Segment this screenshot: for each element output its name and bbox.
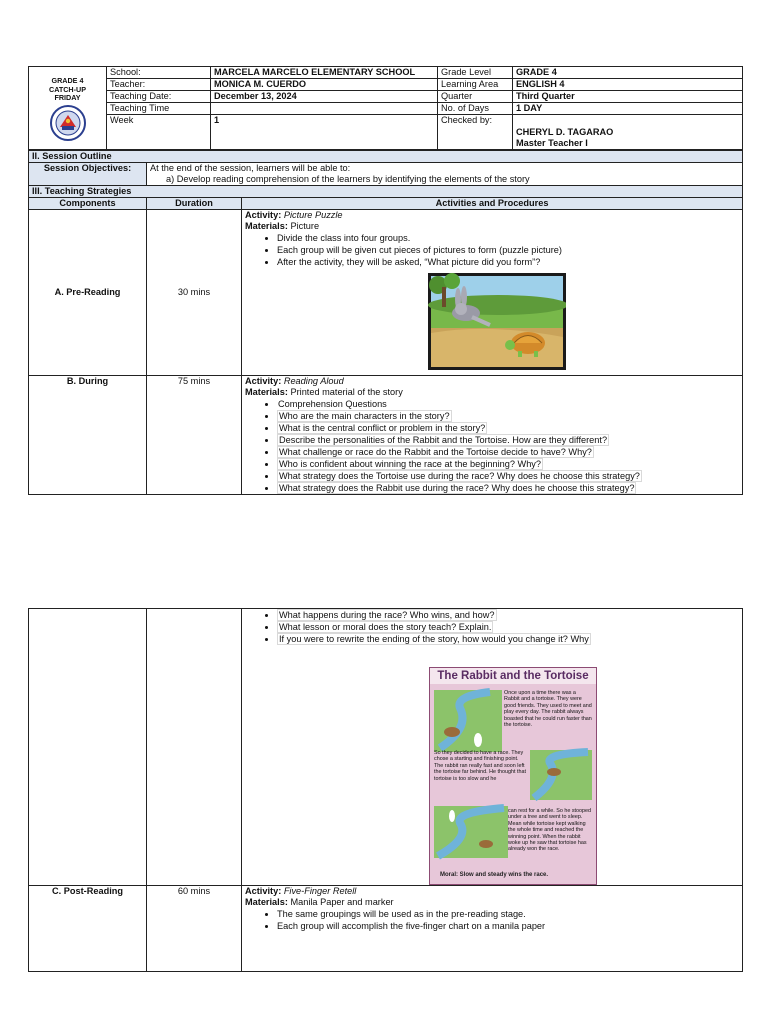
checked-label: Checked by: (438, 115, 513, 150)
list-item: • What strategy does the Tortoise use during the race? Why does he choose this strategy? (277, 470, 739, 482)
list-item: • Divide the class into four groups. (277, 232, 739, 244)
pre-reading-materials (245, 221, 739, 232)
objectives-intro: At the end of the session, learners will be able to: (150, 163, 351, 173)
activity-value: Reading Aloud (283, 376, 344, 386)
story-paragraph-2: So they decided to have a race. They chose a starting and finishing point. The rabbit ran really fast and soon left the tortoise far behind. He thought that tortoise is too slow and he (434, 750, 527, 782)
col-duration: Duration (147, 198, 242, 210)
grade-level-value: GRADE 4 (513, 67, 743, 79)
date-label: Teaching Date: (107, 91, 211, 103)
pre-reading-duration: 30 mins (147, 210, 242, 376)
pre-reading-activity (245, 210, 739, 221)
lesson-plan-page-2 (28, 608, 742, 972)
list-item: • Who are the main characters in the story? (277, 410, 739, 422)
list-item: • Who is confident about winning the race at the beginning? Why? (277, 458, 739, 470)
rabbit-tortoise-picture (428, 273, 566, 370)
materials-label: Materials: (245, 897, 288, 907)
checker-title: Master Teacher I (516, 138, 588, 148)
during-questions (245, 398, 739, 494)
checker-name: CHERYL D. TAGARAO (516, 127, 614, 137)
list-item: • What challenge or race do the Rabbit and the Tortoise decide to have? Why? (277, 446, 739, 458)
header-table (28, 66, 743, 150)
story-moral: Moral: Slow and steady wins the race. (440, 872, 549, 878)
during-questions-cont (245, 609, 739, 645)
date-value: December 13, 2024 (211, 91, 438, 103)
list-item: • What strategy does the Rabbit use during the race? Why does he choose this strategy? (277, 482, 739, 494)
teaching-strategies-heading: III. Teaching Strategies (29, 186, 743, 198)
grade-level-label: Grade Level (438, 67, 513, 79)
checker-block (513, 115, 743, 150)
learning-area-value: ENGLISH 4 (513, 79, 743, 91)
post-reading-activities (242, 886, 743, 972)
objective-a: a) Develop reading comprehension of the learners by identifying the elements of the story (166, 174, 530, 184)
activity-label: Activity: (245, 210, 282, 220)
time-label: Teaching Time (107, 103, 211, 115)
col-activities: Activities and Procedures (242, 198, 743, 210)
deped-seal-logo (48, 105, 88, 145)
during-activities (242, 376, 743, 495)
during-duration: 75 mins (147, 376, 242, 495)
week-value: 1 (211, 115, 438, 150)
objectives-label: Session Objectives: (29, 163, 147, 186)
col-components: Components (29, 198, 147, 210)
story-title: The Rabbit and the Tortoise (430, 668, 596, 684)
materials-value: Picture (290, 221, 320, 231)
teacher-value: MONICA M. CUERDO (211, 79, 438, 91)
materials-value: Manila Paper and marker (290, 897, 394, 907)
lesson-plan-page-1 (28, 66, 742, 495)
materials-label: Materials: (245, 387, 288, 397)
post-reading-component: C. Post-Reading (29, 886, 147, 972)
activity-value: Five-Finger Retell (283, 886, 357, 896)
list-item: • Each group will accomplish the five-finger chart on a manila paper (277, 920, 739, 932)
days-value: 1 DAY (513, 103, 743, 115)
session-outline-heading: II. Session Outline (29, 151, 743, 163)
grade-block-line2: CATCH-UP (49, 84, 86, 94)
pre-reading-component: A. Pre-Reading (29, 210, 147, 376)
list-item: • Describe the personalities of the Rabbit and the Tortoise. How are they different? (277, 434, 739, 446)
pre-reading-steps (245, 232, 739, 268)
story-paragraph-3: can rest for a while. So he stooped under a tree and went to sleep. Mean while tortoise kept walking the whole time and reached the winning point. When the rabbit woke up he saw that tortoise has already won the race. (508, 808, 592, 853)
story-printout (429, 667, 597, 885)
list-item: • After the activity, they will be asked, “What picture did you form”? (277, 256, 739, 268)
list-item: • What is the central conflict or problem in the story? (277, 422, 739, 434)
list-item: • Each group will be given cut pieces of pictures to form (puzzle picture) (277, 244, 739, 256)
days-label: No. of Days (438, 103, 513, 115)
materials-label: Materials: (245, 221, 288, 231)
during-activity (245, 376, 739, 387)
post-reading-steps (245, 908, 739, 932)
learning-area-label: Learning Area (438, 79, 513, 91)
continued-duration (147, 609, 242, 886)
school-label: School: (107, 67, 211, 79)
grade-block (29, 67, 107, 150)
grade-block-line3: FRIDAY (54, 93, 81, 102)
list-item: • What happens during the race? Who wins, and how? (277, 609, 739, 621)
objectives-cell (147, 163, 743, 186)
post-reading-materials (245, 897, 739, 908)
post-reading-duration: 60 mins (147, 886, 242, 972)
week-label: Week (107, 115, 211, 150)
pre-reading-activities (242, 210, 743, 376)
activity-label: Activity: (245, 376, 282, 386)
grade-block-line1: GRADE 4 (51, 76, 84, 85)
list-item: • If you were to rewrite the ending of the story, how would you change it? Why (277, 633, 739, 645)
list-item: • What lesson or moral does the story teach? Explain. (277, 621, 739, 633)
story-paragraph-1: Once upon a time there was a Rabbit and a tortoise. They were good friends. They used to meet and play every day. The rabbit always boasted that he could run faster than the tortoise. (504, 690, 592, 729)
activity-label: Activity: (245, 886, 282, 896)
outline-table (28, 150, 743, 495)
list-item: • The same groupings will be used as in the pre-reading stage. (277, 908, 739, 920)
questions-heading: • Comprehension Questions (277, 398, 739, 410)
time-value (211, 103, 438, 115)
during-component: B. During (29, 376, 147, 495)
continued-table (28, 608, 743, 972)
continued-component (29, 609, 147, 886)
materials-value: Printed material of the story (290, 387, 403, 397)
post-reading-activity (245, 886, 739, 897)
quarter-label: Quarter (438, 91, 513, 103)
teacher-label: Teacher: (107, 79, 211, 91)
quarter-value: Third Quarter (513, 91, 743, 103)
continued-activities (242, 609, 743, 886)
school-value: MARCELA MARCELO ELEMENTARY SCHOOL (211, 67, 438, 79)
activity-value: Picture Puzzle (283, 210, 343, 220)
during-materials (245, 387, 739, 398)
